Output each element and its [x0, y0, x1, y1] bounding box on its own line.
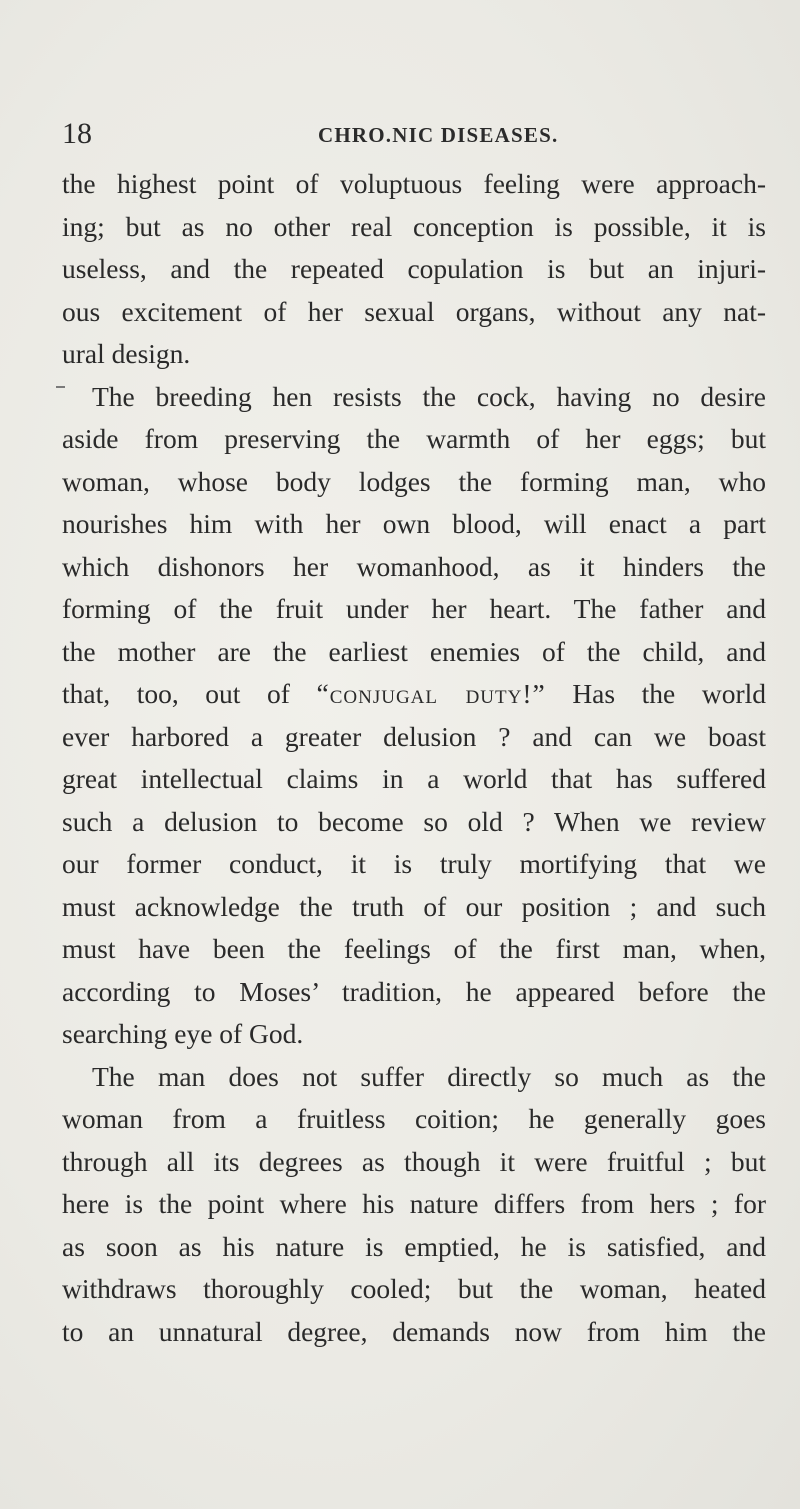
text-line: to an unnatural degree, demands now from him the — [62, 1315, 766, 1347]
text-line: The man does not suffer directly so much as the — [92, 1060, 766, 1092]
text-line: withdraws thoroughly cooled; but the woman, heated — [62, 1273, 766, 1304]
text-line: here is the point where his nature differs from hers ; for — [62, 1188, 766, 1219]
text-line: forming of the fruit under her heart. The father and — [62, 593, 766, 624]
text-line: through all its degrees as though it were fruitful ; but — [62, 1145, 766, 1177]
page-number: 18 — [62, 117, 92, 150]
text-segment: Has the world — [572, 678, 766, 709]
text-line: as soon as his nature is emptied, he is satisfied, and — [62, 1230, 766, 1262]
text-line: woman from a fruitless coition; he generally goes — [62, 1103, 766, 1134]
text-line: ever harbored a greater delusion ? and can we boast — [62, 720, 766, 752]
text-line — [62, 673, 766, 716]
text-line: such a delusion to become so old ? When we review — [62, 805, 766, 837]
text-line: the highest point of voluptuous feeling were approach- — [62, 168, 766, 199]
text-line: useless, and the repeated copulation is but an injuri- — [62, 253, 766, 284]
small-caps-phrase: “conjugal duty!” — [316, 678, 546, 709]
text-line: ous excitement of her sexual organs, without any nat- — [62, 295, 766, 327]
body-text — [62, 163, 766, 1353]
text-line: nourishes him with her own blood, will enact a part — [62, 508, 766, 539]
text-line: ural design. — [62, 338, 191, 369]
text-line: according to Moses’ tradition, he appeared before the — [62, 975, 766, 1007]
text-line: the mother are the earliest enemies of the child, and — [62, 635, 766, 667]
running-head — [62, 116, 762, 152]
running-title: CHRO.NIC DISEASES. — [318, 123, 559, 147]
text-line: our former conduct, it is truly mortifying that we — [62, 848, 766, 879]
text-line: which dishonors her womanhood, as it hinders the — [62, 550, 766, 582]
text-line: searching eye of God. — [62, 1018, 304, 1049]
text-line: great intellectual claims in a world that has suffered — [62, 763, 766, 794]
text-segment: that, too, out of — [62, 678, 290, 709]
text-line: must acknowledge the truth of our position ; and such — [62, 890, 766, 922]
text-line: must have been the feelings of the first man, when, — [62, 933, 766, 964]
text-line: woman, whose body lodges the forming man, who — [62, 465, 766, 497]
text-line: ing; but as no other real conception is possible, it is — [62, 210, 766, 242]
text-line: The breeding hen resists the cock, having no desire — [92, 380, 766, 412]
text-line: aside from preserving the warmth of her eggs; but — [62, 423, 766, 454]
